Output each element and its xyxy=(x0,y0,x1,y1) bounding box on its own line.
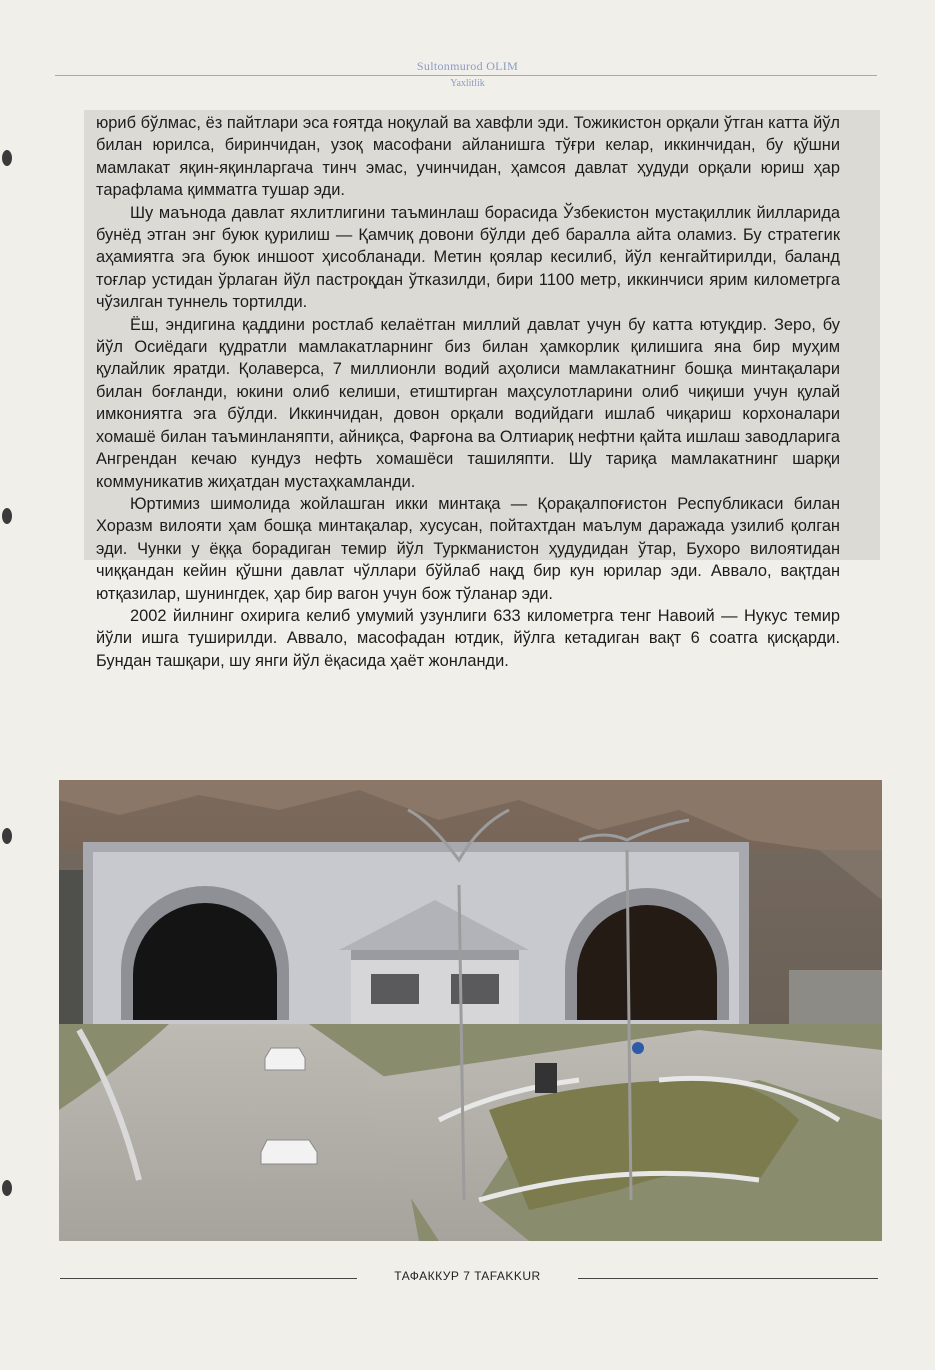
paragraph-2: Шу маънода давлат яхлитлигини таъминлаш борасида Ўзбекистон мустақиллик йилларида бунёд этган энг буюк қурилиш — Қамчиқ довони бўлди деб баралла айта оламиз. Бу стратегик аҳамиятга эга буюк иншоот ҳисобланади. Метин қоялар кесилиб, йўл кенгайтирилди, баланд тоғлар устидан ўрлаган йўл пастроқдан ўтказилди, бири 1100 метр, иккинчиси ярим километрга чўзилган туннель тортилди. xyxy=(96,203,840,312)
binder-hole-4 xyxy=(2,1180,12,1196)
binder-hole-3 xyxy=(2,828,12,844)
header-divider xyxy=(55,75,877,76)
footer-divider-left xyxy=(60,1278,357,1279)
binder-hole-1 xyxy=(2,150,12,166)
footer-page-label: ТАФАККУР 7 TAFAKKUR xyxy=(394,1269,541,1283)
running-header-section: Yaxlitlik xyxy=(450,78,485,89)
article-body xyxy=(96,112,840,672)
paragraph-3: Ёш, эндигина қаддини ростлаб келаётган миллий давлат учун бу катта ютуқдир. Зеро, бу йўл Осиёдаги қудратли мамлакатларнинг биз билан ҳамкорлик қилишига яна бир муҳим қулайлик яратди. Қолаверса, 7 миллионли водий аҳолиси мамлакатнинг бошқа минтақалари билан боғланди, юкини олиб келиши, етиштирган маҳсулотларини олиб чиқиши учун қулай имкониятга эга бўлди. Иккинчидан, довон орқали водийдаги ишлаб чиқариш корхоналари хомашё билан таъминланяпти, айниқса, Фарғона ва Олтиариқ нефтни қайта ишлаш заводларига Ангрендан кечаю кундуз нефть хомашёси ташиляпти. Шу тариқа мамлакатнинг шарқи коммуникатив жиҳатдан мустаҳкамланди. xyxy=(96,315,840,491)
paragraph-4: Юртимиз шимолида жойлашган икки минтақа — Қорақалпоғистон Республикаси билан Хоразм вилояти ҳам бошқа минтақалар, хусусан, пойтахтдан маълум даражада узилиб қолган эди. Чунки у ёққа борадиган темир йўл Туркманистон ҳудудидан ўтар, Бухоро вилоятидан чиққандан кейин қўшни давлат чўллари бўйлаб нақд бир кун юрилар эди. Аввало, вақтдан ютқазилар, шунингдек, ҳар бир вагон учун бож тўланар эди. xyxy=(96,494,840,603)
paragraph-5: 2002 йилнинг охирига келиб умумий узунлиги 633 километрга тенг Навоий — Нукус темир йўли ишга туширилди. Аввало, масофадан ютдик, йўлга кетадиган вақт 6 соатга қисқарди. Бундан ташқари, шу янги йўл ёқасида ҳаёт жонланди. xyxy=(96,606,840,670)
footer-divider-right xyxy=(578,1278,878,1279)
binder-hole-2 xyxy=(2,508,12,524)
running-header-author: Sultonmurod OLIM xyxy=(416,59,519,73)
tunnel-photo xyxy=(59,780,882,1241)
paragraph-1: юриб бўлмас, ёз пайтлари эса ғоятда ноқулай ва хавфли эди. Тожикистон орқали ўтган катта йўл билан юрилса, биринчидан, узоқ масофани айланишга тўғри келар, иккинчидан, бу қўшни мамлакат яқин-яқинларгача тинч эмас, учинчидан, ҳамсоя давлат ҳудуди орқали юриш ҳар тарафлама қимматга тушар эди. xyxy=(96,114,840,200)
tunnel-photo-illustration xyxy=(59,780,882,1241)
